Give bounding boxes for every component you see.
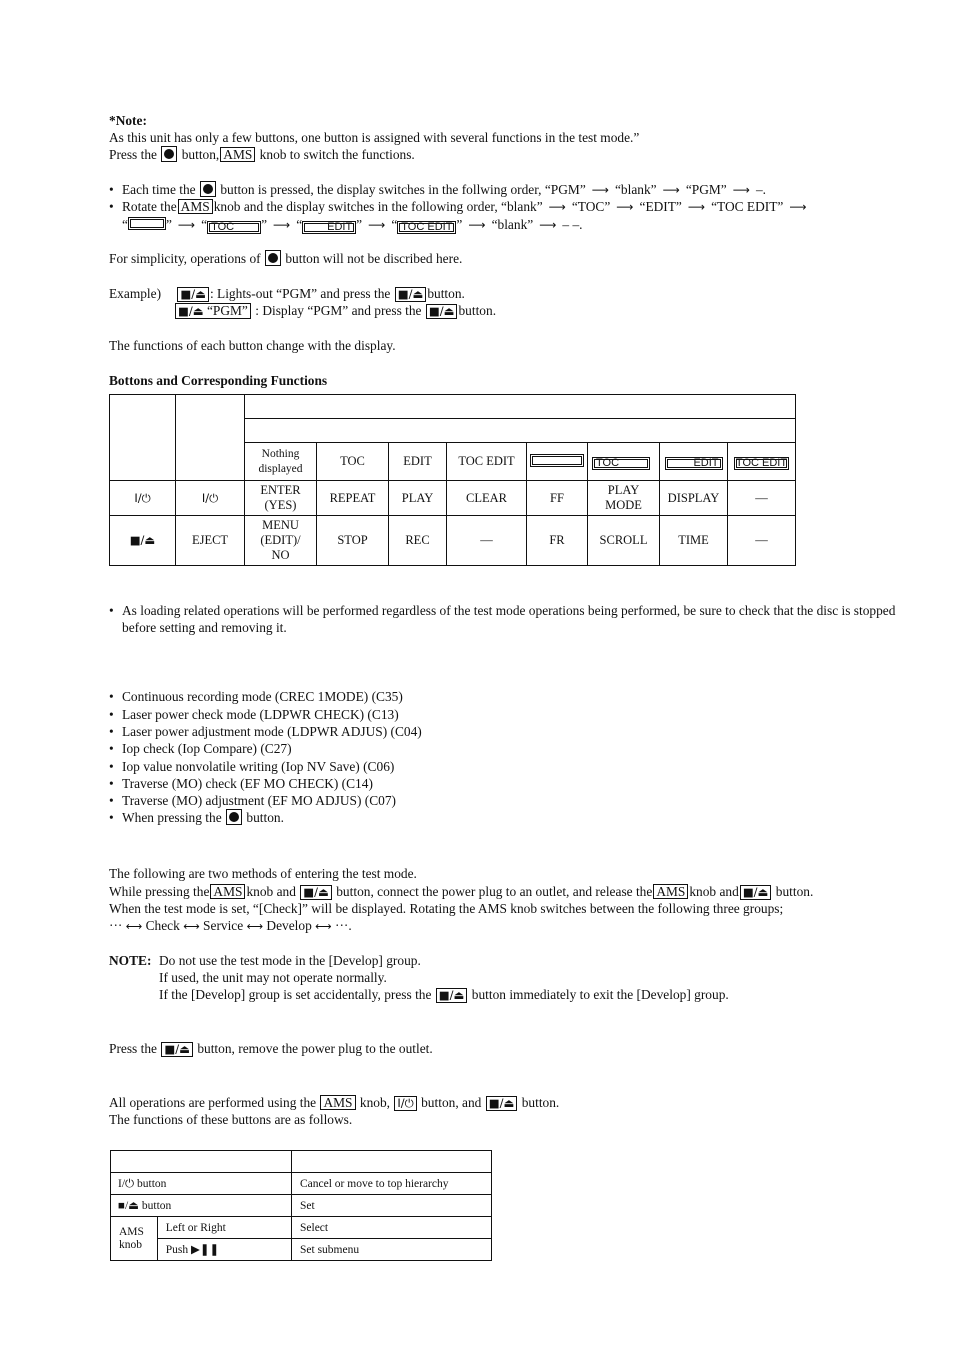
header-empty xyxy=(176,395,245,481)
ams-knob-label: AMS xyxy=(210,884,245,899)
enter-line4 xyxy=(109,917,352,935)
cell: ENTER (YES) xyxy=(245,481,317,516)
button-function: Cancel or move to top hierarchy xyxy=(292,1173,492,1195)
example-label: Example) xyxy=(109,286,162,301)
col-header-lcd xyxy=(527,443,588,481)
example-line2 xyxy=(174,302,496,319)
text: Develop xyxy=(266,918,312,933)
button-name: I/⏻ button xyxy=(111,1173,292,1195)
text: “EDIT” xyxy=(639,199,682,214)
button-functions-table xyxy=(110,1150,492,1261)
arrow-icon: ⟶ xyxy=(468,218,486,232)
arrow-icon: ⟶ xyxy=(177,218,196,232)
text: : Display “PGM” and press the xyxy=(255,303,422,318)
text: knob and the display switches in the following order, “blank” xyxy=(213,199,543,214)
table-row xyxy=(110,516,796,566)
arrow-icon: ⟶ xyxy=(539,218,557,232)
stop-eject-button-icon: ■/⏏ xyxy=(177,287,209,302)
text: button. xyxy=(427,286,465,301)
text: “PGM” xyxy=(685,182,727,197)
text: Check xyxy=(145,918,180,933)
stop-eject-button-icon: ■/⏏ xyxy=(395,287,427,302)
text: button. xyxy=(521,1095,560,1110)
col-header-lcd xyxy=(588,443,660,481)
list-item: • When pressing the button. xyxy=(109,810,284,825)
enter-line2 xyxy=(109,883,813,900)
record-button-icon xyxy=(200,181,216,197)
lcd-toc-box: TOC xyxy=(592,457,650,470)
exit-line xyxy=(109,1040,433,1057)
cell: MENU (EDIT)/ NO xyxy=(245,516,317,566)
text: knob to switch the functions. xyxy=(259,147,415,162)
bullet-rotate-order-cont: “ ” ⟶ “ TOC ” ⟶ “ EDIT ” ⟶ “ TOC EDIT ” ⟶ “blank” ⟶ – –. xyxy=(122,217,583,233)
example-line1 xyxy=(109,285,465,302)
table-row xyxy=(111,1217,492,1239)
text: “TOC EDIT” xyxy=(711,199,784,214)
col-header-lcd xyxy=(728,443,796,481)
arrow-icon: ⟶ xyxy=(662,183,680,197)
cell: FF xyxy=(527,481,588,516)
cell: PLAY xyxy=(389,481,447,516)
cell: EJECT xyxy=(176,516,245,566)
cell: REC xyxy=(389,516,447,566)
text: When pressing the xyxy=(122,810,222,825)
text: knob and xyxy=(246,884,296,899)
text: Press the xyxy=(109,147,157,162)
text: button, connect the power plug to an outlet, and release the xyxy=(336,884,653,899)
note-line1: As this unit has only a few buttons, one button is assigned with several functions in the test mode.” xyxy=(109,130,640,145)
text: button. xyxy=(246,810,284,825)
lcd-blank-box xyxy=(530,454,584,467)
list-item: • Laser power check mode (LDPWR CHECK) (C13) xyxy=(109,706,909,723)
text: If the [Develop] group is set accidentally, press the xyxy=(159,987,432,1002)
ops-line2: The functions of these buttons are as follows. xyxy=(109,1112,353,1127)
text: ··· xyxy=(109,918,123,933)
cell: — xyxy=(728,481,796,516)
text: Iop value nonvolatile writing (Iop NV Save) (C06) xyxy=(122,759,395,774)
text: Iop check (Iop Compare) (C27) xyxy=(122,741,292,756)
button-function: Set xyxy=(292,1195,492,1217)
header-empty xyxy=(110,395,176,481)
stop-eject-pgm-label xyxy=(175,303,251,319)
text: While pressing the xyxy=(109,884,210,899)
cell: PLAY MODE xyxy=(588,481,660,516)
note-heading: *Note: xyxy=(109,113,147,128)
text: knob, xyxy=(359,1095,391,1110)
text: button. xyxy=(458,303,497,318)
cell: — xyxy=(447,516,527,566)
ams-knob-cell: AMS knob xyxy=(111,1217,158,1261)
text: button, xyxy=(181,147,220,162)
ams-knob-label: AMS xyxy=(178,199,213,214)
cell: SCROLL xyxy=(588,516,660,566)
stop-eject-button-icon: ■/⏏ xyxy=(426,304,458,319)
lcd-toc-box: TOC xyxy=(207,221,261,234)
note2-line2: If used, the unit may not operate normally. xyxy=(159,970,387,985)
power-button-icon: I/⏻ xyxy=(394,1096,416,1111)
text: knob and xyxy=(689,884,739,899)
bullet-rotate-order: • Rotate the AMS knob and the display switches in the following order, “blank” ⟶ “TOC” ⟶ “EDIT” ⟶ “TOC EDIT” ⟶ xyxy=(109,199,807,214)
power-icon: I/⏻ xyxy=(176,481,245,516)
arrow-icon: ⟶ xyxy=(368,218,386,232)
text: : Lights-out “PGM” and press the xyxy=(209,286,391,301)
stop-eject-button-icon: ■/⏏ xyxy=(486,1096,518,1111)
text: ···. xyxy=(335,918,352,933)
double-arrow-icon: ⟷ xyxy=(246,919,264,933)
lcd-tocedit-box: TOC EDIT xyxy=(735,456,788,469)
text: button, and xyxy=(421,1095,482,1110)
stop-eject-icon: ■/⏏ xyxy=(178,304,204,318)
text: –. xyxy=(755,182,766,197)
text: As loading related operations will be performed regardless of the test mode operations being performed, be sure to check that the disc is stopped before setting and removing it. xyxy=(122,603,896,635)
text: “blank” xyxy=(491,217,534,232)
text: “blank” xyxy=(614,182,657,197)
ams-knob-label: AMS xyxy=(220,147,255,162)
text: Rotate the xyxy=(122,199,177,214)
lcd-blank-box xyxy=(128,217,166,230)
ams-knob-label: AMS xyxy=(320,1095,355,1110)
stop-eject-icon: ■/⏏ xyxy=(110,516,176,566)
loading-note: • As loading related operations will be performed regardless of the test mode operations being performed, be sure to check that the disc is stopped before setting and removing it. xyxy=(109,602,919,636)
cell: DISPLAY xyxy=(660,481,728,516)
lcd-edit-box: EDIT xyxy=(665,457,723,470)
text: button immediately to exit the [Develop] group. xyxy=(471,987,729,1002)
text: button, remove the power plug to the outlet. xyxy=(197,1041,433,1056)
record-button-icon xyxy=(265,250,281,266)
text: button. xyxy=(775,884,814,899)
text: Laser power check mode (LDPWR CHECK) (C13) xyxy=(122,707,399,722)
arrow-icon: ⟶ xyxy=(687,200,706,214)
power-icon: I/⏻ xyxy=(110,481,176,516)
table-row xyxy=(110,481,796,516)
stop-eject-button-icon: ■/⏏ xyxy=(300,885,332,900)
cell: FR xyxy=(527,516,588,566)
text: “TOC” xyxy=(571,199,611,214)
enter-line3: When the test mode is set, “[Check]” will be displayed. Rotating the AMS knob switches between the following three groups; xyxy=(109,901,784,916)
stop-eject-button-icon: ■/⏏ xyxy=(436,988,468,1003)
list-item: • Iop value nonvolatile writing (Iop NV Save) (C06) xyxy=(109,758,909,775)
note2-line3 xyxy=(159,986,729,1003)
cell: TIME xyxy=(660,516,728,566)
text: “PGM” xyxy=(206,303,248,318)
list-item: • Traverse (MO) check (EF MO CHECK) (C14) xyxy=(109,775,909,792)
double-arrow-icon: ⟷ xyxy=(125,919,143,933)
cell: CLEAR xyxy=(447,481,527,516)
ams-action: Left or Right xyxy=(157,1217,291,1239)
col-header: TOC xyxy=(317,443,389,481)
record-button-icon xyxy=(226,809,242,825)
ams-knob-label: AMS xyxy=(653,884,688,899)
functions-change-text: The functions of each button change with the display. xyxy=(109,338,396,353)
ams-function: Select xyxy=(292,1217,492,1239)
cell: — xyxy=(728,516,796,566)
header-empty xyxy=(245,395,796,419)
text: button is pressed, the display switches in the follwing order, “PGM” xyxy=(220,182,586,197)
double-arrow-icon: ⟷ xyxy=(183,919,200,933)
text: For simplicity, operations of xyxy=(109,251,261,266)
ams-action: Push ▶❚❚ xyxy=(157,1239,291,1261)
table-row xyxy=(111,1173,492,1195)
text: Press the xyxy=(109,1041,157,1056)
arrow-icon: ⟶ xyxy=(273,218,291,232)
lcd-edit-box: EDIT xyxy=(302,221,356,234)
double-arrow-icon: ⟷ xyxy=(315,919,332,933)
table-title: Bottons and Corresponding Functions xyxy=(109,373,328,388)
header-empty xyxy=(292,1151,492,1173)
text: Continuous recording mode (CREC 1MODE) (C35) xyxy=(122,689,403,704)
arrow-icon: ⟶ xyxy=(616,200,634,214)
col-header: EDIT xyxy=(389,443,447,481)
text: Each time the xyxy=(122,182,196,197)
record-button-icon xyxy=(161,146,177,162)
col-header-lcd xyxy=(660,443,728,481)
bullet-display-order: • Each time the button is pressed, the display switches in the follwing order, “PGM” ⟶ “blank” ⟶ “PGM” ⟶ –. xyxy=(109,182,766,197)
list-item: • Continuous recording mode (CREC 1MODE) (C35) xyxy=(109,688,909,705)
ops-line1 xyxy=(109,1094,559,1111)
arrow-icon: ⟶ xyxy=(732,183,750,197)
enter-line1: The following are two methods of entering the test mode. xyxy=(109,866,417,881)
list-item: • Iop check (Iop Compare) (C27) xyxy=(109,740,909,757)
text: Traverse (MO) check (EF MO CHECK) (C14) xyxy=(122,776,373,791)
text: Traverse (MO) adjustment (EF MO ADJUS) (C07) xyxy=(122,793,396,808)
table-row xyxy=(111,1239,492,1261)
cell: REPEAT xyxy=(317,481,389,516)
note-line2 xyxy=(109,146,415,163)
col-header: TOC EDIT xyxy=(447,443,527,481)
text: All operations are performed using the xyxy=(109,1095,317,1110)
note2-label: NOTE: xyxy=(109,953,152,968)
note2-line1: Do not use the test mode in the [Develop] group. xyxy=(159,953,421,968)
text: Laser power adjustment mode (LDPWR ADJUS) (C04) xyxy=(122,724,422,739)
arrow-icon: ⟶ xyxy=(548,200,566,214)
lcd-tocedit-box: TOC EDIT xyxy=(397,221,456,234)
list-item: • Traverse (MO) adjustment (EF MO ADJUS) (C07) xyxy=(109,792,909,809)
ams-function: Set submenu xyxy=(292,1239,492,1261)
text: – –. xyxy=(562,217,583,232)
text: Service xyxy=(203,918,244,933)
list-item: • Laser power adjustment mode (LDPWR ADJUS) (C04) xyxy=(109,723,909,740)
stop-eject-button-icon: ■/⏏ xyxy=(740,885,772,900)
col-header: Nothing displayed xyxy=(245,443,317,481)
arrow-icon: ⟶ xyxy=(591,183,609,197)
header-empty xyxy=(245,419,796,443)
simplicity-line xyxy=(109,250,462,267)
functions-table xyxy=(109,394,796,566)
arrow-icon: ⟶ xyxy=(789,200,807,214)
button-name: ■/⏏ button xyxy=(111,1195,292,1217)
text: button will not be discribed here. xyxy=(285,251,463,266)
table-row xyxy=(111,1195,492,1217)
cell: STOP xyxy=(317,516,389,566)
stop-eject-button-icon: ■/⏏ xyxy=(161,1042,193,1057)
header-empty xyxy=(111,1151,292,1173)
